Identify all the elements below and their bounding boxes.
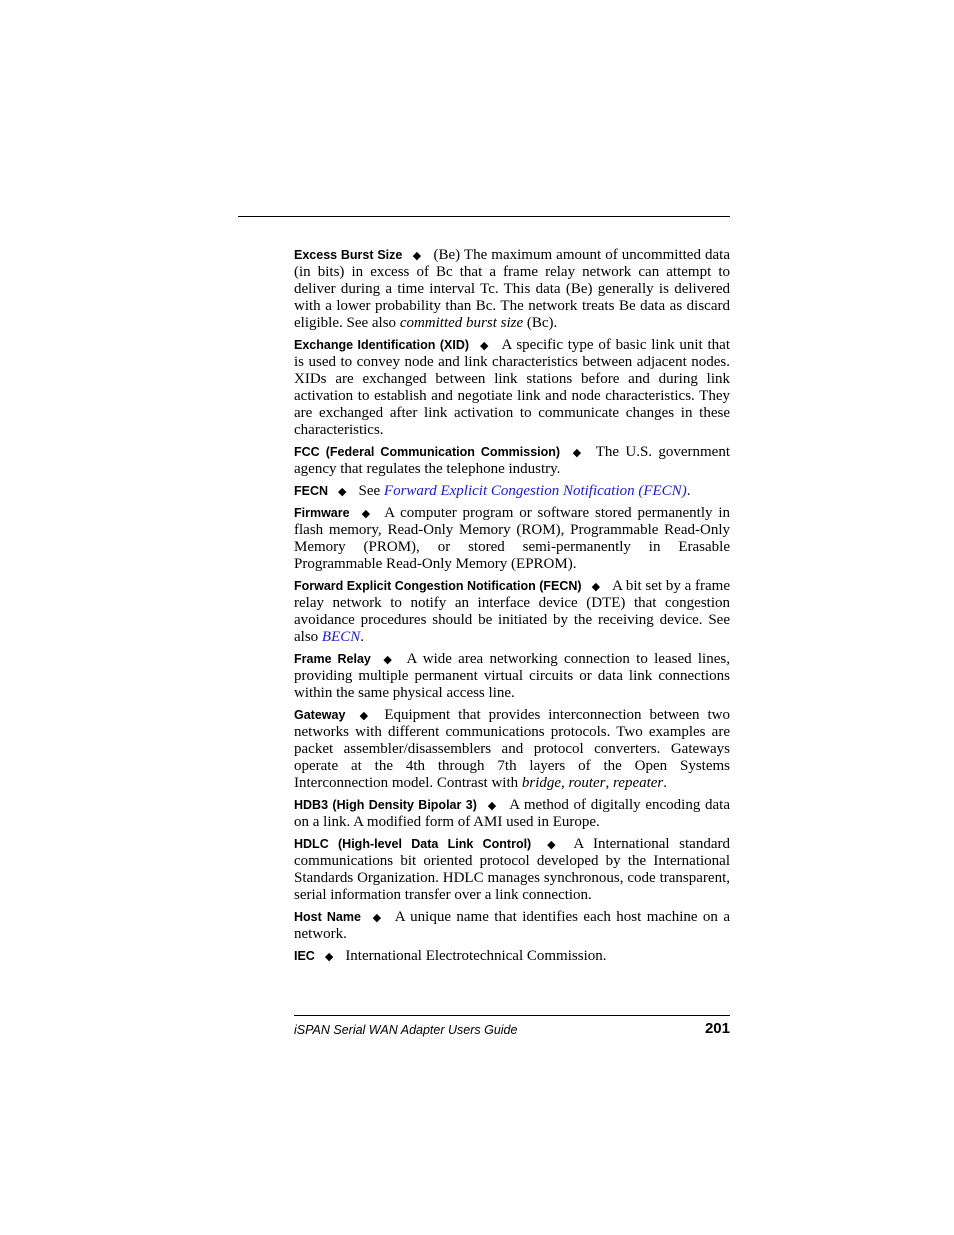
glossary-definition: A specific type of basic link unit that is used to convey node and link characteristics between adjacent nodes. XIDs are exchanged between link stations before and during link activation to establish and negotiate link and node characteristics. They are exchanged after link activation to communicate changes in these characteristics. [294, 337, 730, 438]
fecn-cross-reference-link[interactable]: Forward Explicit Congestion Notification (FECN) [383, 483, 687, 499]
diamond-bullet-icon: ◆ [380, 653, 395, 666]
glossary-term: Gateway [294, 708, 346, 722]
glossary-entry-host-name [294, 909, 730, 943]
page-number: 201 [704, 1020, 730, 1037]
glossary-entry-firmware [294, 505, 730, 573]
diamond-bullet-icon: ◆ [370, 911, 383, 924]
glossary-term: Frame Relay [294, 652, 371, 666]
glossary-entry-hdlc [294, 836, 730, 904]
becn-cross-reference-link[interactable]: BECN [321, 629, 361, 645]
glossary-entry-hdb3 [294, 797, 730, 831]
diamond-bullet-icon: ◆ [359, 507, 373, 520]
glossary-definition-end: . [663, 775, 668, 791]
glossary-entry-iec [294, 948, 730, 965]
diamond-bullet-icon: ◆ [591, 580, 601, 593]
diamond-bullet-icon: ◆ [541, 838, 562, 851]
glossary-entry-frame-relay [294, 651, 730, 702]
diamond-bullet-icon: ◆ [486, 799, 498, 812]
glossary-definition: A International standard communications bit oriented protocol developed by the International Standards Organization. HDLC manages synchronous, code transparent, serial information transfer over a link connection. [294, 836, 730, 903]
glossary-definition: A bit set by a frame relay network to notify an interface device (DTE) that congestion avoidance procedures should be initiated by the receiving device. See also [294, 578, 731, 645]
glossary-italic-ref: repeater [613, 775, 664, 791]
glossary-term: FCC (Federal Communication Commission) [294, 445, 561, 459]
glossary-term: Firmware [294, 506, 350, 520]
glossary-definition-end: (Bc). [523, 315, 558, 331]
glossary-term: HDB3 (High Density Bipolar 3) [294, 798, 477, 812]
glossary-definition: Equipment that provides interconnection between two networks with different communications protocols. Two examples are packet assembler/disassemblers and protocol converters. Gateways operate at the 4th through 7th layers of the Open Systems Interconnection model. Contrast with [294, 707, 730, 791]
glossary-entry-excess-burst-size [294, 247, 730, 332]
glossary-definition-end: . [686, 483, 691, 499]
glossary-term: FECN [294, 484, 329, 498]
separator-text: , [605, 775, 613, 791]
diamond-bullet-icon: ◆ [338, 485, 347, 498]
diamond-bullet-icon: ◆ [412, 249, 422, 262]
diamond-bullet-icon: ◆ [479, 339, 490, 352]
glossary-term: Exchange Identification (XID) [294, 338, 470, 352]
glossary-term: Host Name [294, 910, 361, 924]
glossary-italic-ref: router [568, 775, 606, 791]
glossary-definition: See [358, 483, 384, 499]
glossary-italic-ref: bridge [521, 775, 562, 791]
glossary-term: Excess Burst Size [294, 248, 403, 262]
glossary-definition: A method of digitally encoding data on a link. A modified form of AMI used in Europe. [294, 797, 730, 830]
glossary-term: HDLC (High-level Data Link Control) [294, 837, 532, 851]
glossary-definition-end: . [360, 629, 365, 645]
separator-text: , [561, 775, 569, 791]
glossary-entry-forward-explicit-congestion-notification [294, 578, 730, 646]
header-rule [238, 216, 730, 217]
glossary-term: IEC [294, 949, 315, 963]
footer-book-title: iSPAN Serial WAN Adapter Users Guide [294, 1023, 518, 1037]
footer-rule [294, 1015, 730, 1016]
glossary-term: Forward Explicit Congestion Notification (FECN) [294, 579, 582, 593]
glossary-definition: International Electrotechnical Commission. [345, 948, 607, 964]
glossary-definition: The U.S. government agency that regulates the telephone industry. [294, 444, 731, 477]
diamond-bullet-icon: ◆ [324, 950, 334, 963]
glossary-entry-gateway [294, 707, 730, 792]
glossary-definition: A wide area networking connection to leased lines, providing multiple permanent virtual circuits or data link connections within the same physical access line. [294, 651, 730, 701]
glossary-entry-fcc [294, 444, 730, 478]
glossary-entry-fecn [294, 483, 730, 500]
glossary-italic-ref: committed burst size [399, 315, 524, 331]
diamond-bullet-icon: ◆ [355, 709, 373, 722]
glossary-entry-xid [294, 337, 730, 439]
glossary-definition: A computer program or software stored permanently in flash memory, Read-Only Memory (ROM), Programmable Read-Only Memory (PROM), or stored semi-permanently in Erasable Programmable Read-Only Memory (EPROM). [294, 505, 730, 572]
glossary-definition: A unique name that identifies each host machine on a network. [294, 909, 730, 942]
glossary-entries [294, 247, 730, 970]
diamond-bullet-icon: ◆ [570, 446, 584, 459]
glossary-definition: (Be) The maximum amount of uncommitted data (in bits) in excess of Bc that a frame relay network can attempt to deliver during a time interval Tc. This data (Be) generally is delivered with a lower probability than Bc. The network treats Be data as discard eligible. See also [294, 247, 731, 331]
